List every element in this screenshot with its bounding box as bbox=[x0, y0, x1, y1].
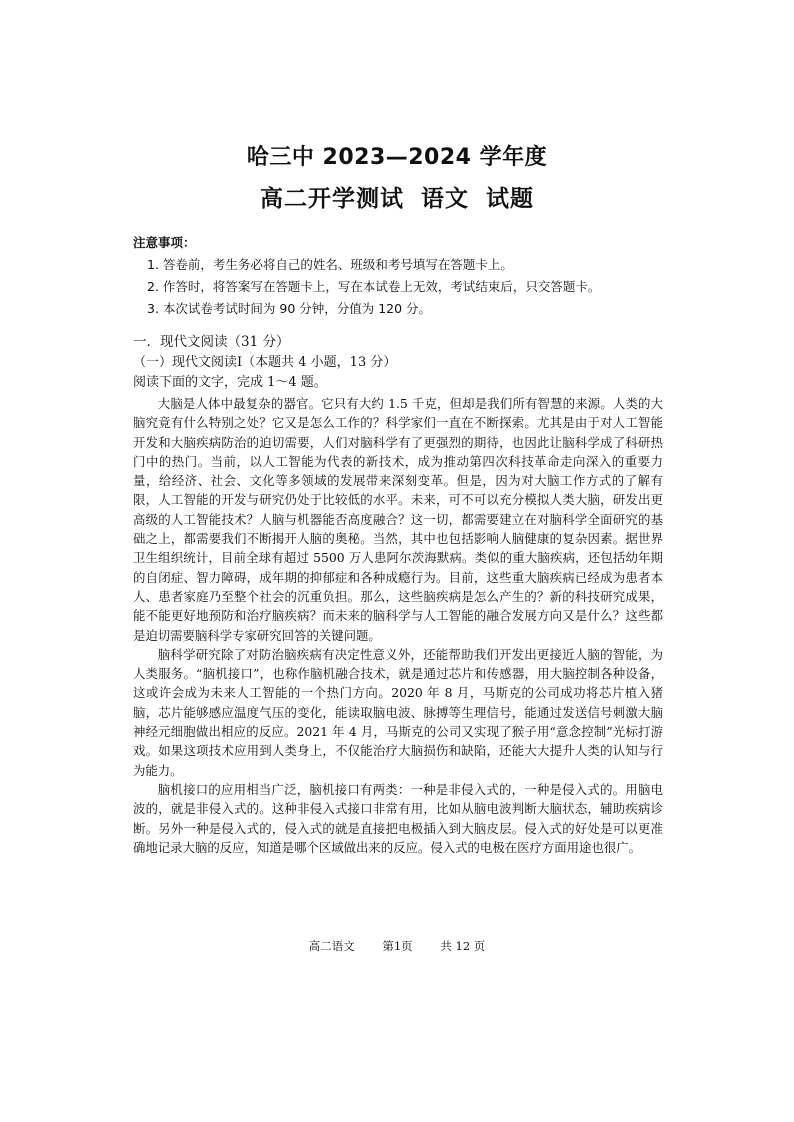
notice-item: 2. 作答时，将答案写在答题卡上，写在本试卷上无效，考试结束后，只交答题卡。 bbox=[147, 279, 601, 294]
passage-paragraph: 脑科学研究除了对防治脑疾病有决定性意义外，还能帮助我们开发出更接近人脑的智能，为人类服务。“脑机接口”，也称作脑机融合技术，就是通过芯片和传感器，用大脑控制各种设备，这或许会成为未来人工智能的一个热门方向。2020 年 8 月，马斯克的公司成功将芯片植入猪脑，芯片能够感应温度气压的变化，能读取脑电波、脉搏等生理信号，能通过发送信号刺激大脑神经元细胞做出相应的反应。2021 年 4 月，马斯克的公司又实现了猴子用“意念控制”光标打游戏。如果这项技术应用到人类身上，不仅能治疗大脑损伤和缺陷，还能大大提升人类的认知与行为能力。 bbox=[133, 646, 663, 778]
page-footer bbox=[0, 938, 794, 954]
passage-paragraph: 脑机接口的应用相当广泛，脑机接口有两类：一种是非侵入式的，一种是侵入式的。用脑电波的，就是非侵入式的。这种非侵入式接口非常有用，比如从脑电波判断大脑状态，辅助疾病诊断。另外一种是侵入式的，侵入式的就是直接把电极插入到大脑皮层。侵入式的好处是可以更准确地记录大脑的反应，知道是哪个区域做出来的反应。侵入式的电极在医疗方面用途也很广。 bbox=[133, 781, 663, 855]
footer-page-number: 第1页 bbox=[382, 939, 413, 953]
reading-passage bbox=[133, 394, 663, 857]
notice-item: 1. 答卷前，考生务必将自己的姓名、班级和考号填写在答题卡上。 bbox=[147, 257, 513, 272]
exam-title-subject: 语文 bbox=[421, 185, 469, 212]
footer-total-pages: 共 12 页 bbox=[440, 939, 486, 953]
reading-instruction: 阅读下面的文字，完成 1～4 题。 bbox=[133, 375, 327, 390]
exam-title-suffix: 试题 bbox=[486, 186, 535, 212]
notice-heading: 注意事项： bbox=[133, 235, 196, 250]
exam-title-line1: 哈三中 2023—2024 学年度 bbox=[246, 145, 548, 170]
exam-title-grade: 高二开学测试 bbox=[259, 186, 404, 212]
passage-paragraph: 大脑是人体中最复杂的器官。它只有大约 1.5 千克，但却是我们所有智慧的来源。人类的大脑究竟有什么特别之处？它又是怎么工作的？科学家们一直在不断探索。尤其是由于对人工智能开发和大脑疾病防治的迫切需要，人们对脑科学有了更强烈的期待，也因此让脑科学成了科研热门中的热门。当前，以人工智能为代表的新技术，成为推动第四次科技革命走向深入的重要力量，给经济、社会、文化等多领域的发展带来深刻变革。但是，因为对大脑工作方式的了解有限，人工智能的开发与研究仍处于比较低的水平。未来，可不可以充分模拟人类大脑，研发出更高级的人工智能技术？人脑与机器能否高度融合？这一切，都需要建立在对脑科学全面研究的基础之上，都需要我们不断揭开人脑的奥秘。当然，其中也包括影响人脑健康的复杂因素。据世界卫生组织统计，目前全球有超过 5500 万人患阿尔茨海默病。类似的重大脑疾病，还包括幼年期的自闭症、智力障碍，成年期的抑郁症和各种成瘾行为。目前，这些重大脑疾病已经成为患者本人、患者家庭乃至整个社会的沉重负担。那么，这些脑疾病是怎么产生的？新的科技研究成果，能不能更好地预防和治疗脑疾病？而未来的脑科学与人工智能的融合发展方向又是什么？这些都是迫切需要脑科学专家研究回答的关键问题。 bbox=[133, 396, 663, 643]
notice-block bbox=[133, 232, 713, 320]
footer-subject: 高二语文 bbox=[308, 939, 355, 953]
subsection-title: （一）现代文阅读Ⅰ（本题共 4 小题，13 分） bbox=[133, 355, 397, 370]
part-title: 一．现代文阅读（31 分） bbox=[133, 334, 290, 350]
exam-title-line2 bbox=[0, 180, 794, 213]
notice-item: 3. 本次试卷考试时间为 90 分钟，分值为 120 分。 bbox=[147, 301, 432, 316]
